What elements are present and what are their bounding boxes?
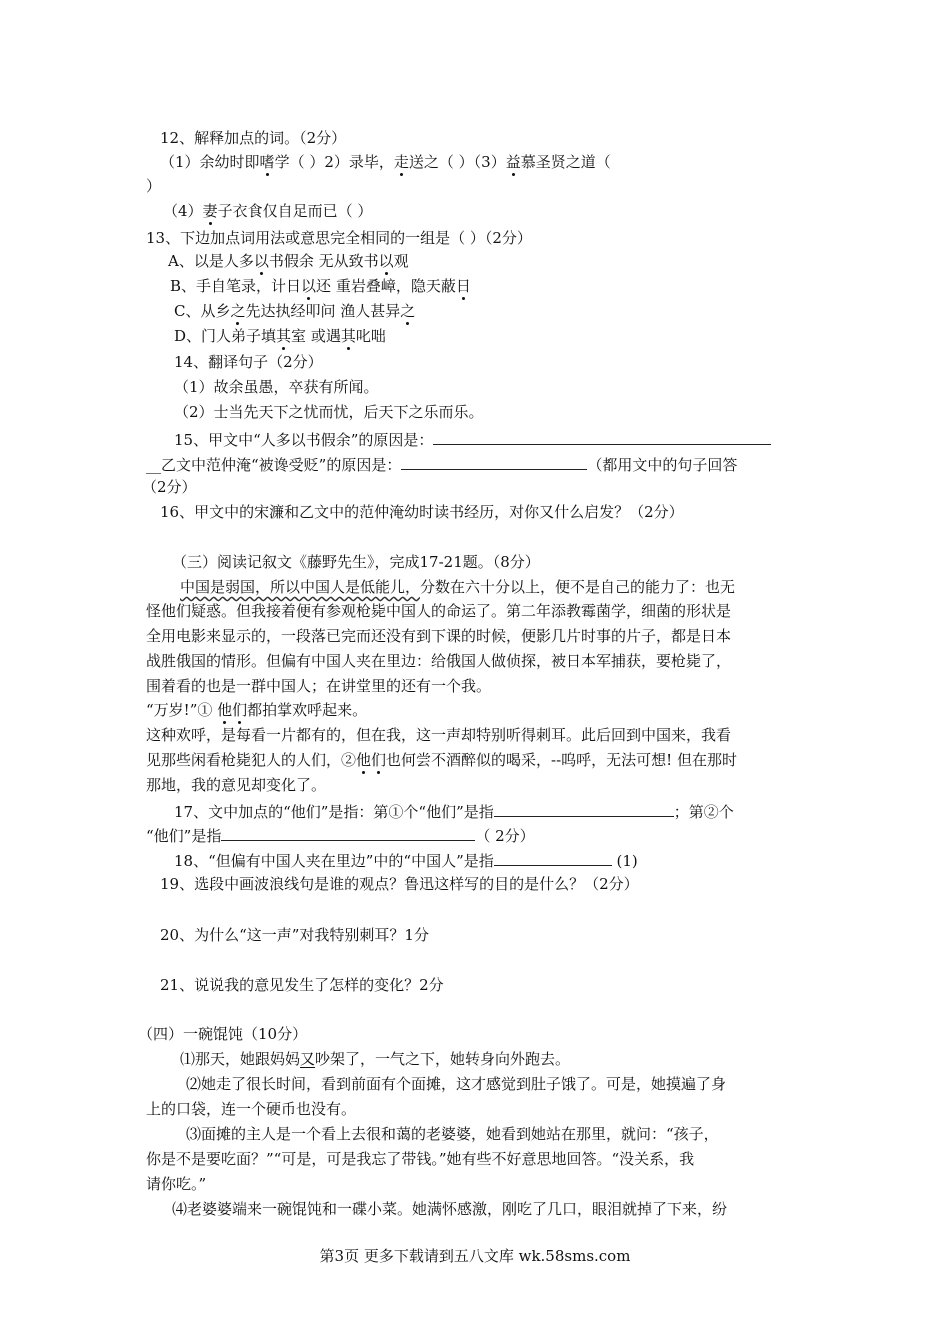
q20-text: 20、为什么“这一声”对我特别刺耳？1分 (160, 926, 429, 944)
passage-line: ⑶面摊的主人是一个看上去很和蔼的老婆婆，她看到她站在那里，就问：“孩子， (186, 1125, 719, 1143)
q13-option-d (174, 326, 386, 346)
answer-blank[interactable] (401, 453, 587, 470)
passage-line: 那地，我的意见却变化了。 (146, 776, 327, 794)
q17-text: 17、文中加点的“他们”是指：第①个“他们”是指 (174, 803, 494, 821)
page-footer: 第3页 更多下载请到五八文库 wk.58sms.com (319, 1247, 631, 1265)
q17-text: “他们”是指 (146, 827, 222, 845)
passage-line: 全用电影来显示的，一段落已完而还没有到下课的时候，便影几片时事的片子，都是日本 (146, 627, 732, 645)
dotted-word: 其 (276, 327, 292, 345)
q16-text: 16、甲文中的宋濂和乙文中的范仲淹幼时读书经历，对你又什么启发？（2分） (160, 503, 684, 521)
answer-blank[interactable] (221, 824, 475, 841)
q17-text: （ 2分） (475, 827, 535, 845)
q19-text: 19、选段中画波浪线句是谁的观点？鲁迅这样写的目的是什么？（2分） (160, 875, 639, 893)
q18-text: 18、“但偏有中国人夹在里边”中的“中国人”是指 (174, 852, 494, 870)
passage-text: 见那些闲看枪毙犯人的人们，② (146, 751, 357, 769)
dotted-word: 他 (356, 751, 372, 769)
dotted-word: 他 (217, 701, 233, 719)
dotted-word: 之 (230, 302, 246, 320)
option-text: B、手自笔录，计日 (170, 277, 302, 295)
q12-title: 12、解释加点的词。（2分） (160, 129, 347, 147)
dotted-word: 以 (253, 252, 269, 270)
q15-text: 15、甲文中“人多以书假余”的原因是： (174, 431, 434, 449)
q12-text: （4） (163, 202, 203, 220)
q15-line3: （2分） (142, 478, 197, 496)
passage-line: 怪他们疑惑。但我接着便有参观枪毙中国人的命运了。第二年添教霉菌学，细菌的形状是 (146, 602, 732, 620)
passage-line (180, 1049, 570, 1069)
option-text: 先达执经叩问 渔人甚异 (245, 302, 401, 320)
dotted-word: 妻 (202, 202, 218, 220)
section3-title: （三）阅读记叙文《藤野先生》，完成17-21题。（8分） (172, 553, 540, 571)
passage-line (146, 700, 367, 720)
passage-text: 也何尝不酒醉似的喝采，--呜呼，无法可想! 但在那时 (386, 751, 737, 769)
q12-text: （1）余幼时即 (160, 153, 260, 171)
passage-line: 战胜俄国的情形。但偏有中国人夹在里边：给俄国人做侦探，被日本军捕获，要枪毙了， (146, 652, 732, 670)
q12-text: 送之（ ）（3） (408, 153, 506, 171)
dotted-word: 益 (505, 153, 521, 171)
q21-text: 21、说说我的意见发生了怎样的变化？2分 (160, 976, 444, 994)
passage-text: 吵架了，一气之下，她转身向外跑去。 (315, 1050, 571, 1068)
passage-line: ⑷老婆婆端来一碗馄饨和一碟小菜。她满怀感激，刚吃了几口，眼泪就掉了下来，纷 (172, 1200, 728, 1218)
passage-line: 你是不是要吃面？”“可是，可是我忘了带钱。”她有些不好意思地回答。“没关系，我 (146, 1150, 695, 1168)
dotted-word: 嗜 (259, 153, 275, 171)
dotted-word: 走 (393, 153, 409, 171)
passage-line (146, 750, 737, 770)
passage-text: ⑴那天，她跟妈妈 (180, 1050, 301, 1068)
option-text: 观 (393, 252, 409, 270)
passage-line: 请你吃。” (146, 1175, 207, 1193)
q13-option-a (168, 251, 409, 271)
passage-line: 这种欢呼，是每看一片都有的，但在我，这一声却特别听得刺耳。此后回到中国来，我看 (146, 726, 732, 744)
option-text: 还 重岩叠嶂，隐天蔽 (316, 277, 456, 295)
q17-line2 (146, 824, 535, 846)
q12-line1 (160, 152, 611, 172)
q12-text: 学（ ）2）录毕， (274, 153, 394, 171)
q15-line1 (174, 428, 771, 450)
underlined-word: 又 (300, 1050, 316, 1068)
passage-line: 围着看的也是一群中国人；在讲堂里的还有一个我。 (146, 677, 492, 695)
option-text: 叱咄 (355, 327, 386, 345)
passage-line: 上的口袋，连一个硬币也没有。 (146, 1100, 357, 1118)
q18-line (174, 849, 638, 871)
q15-text: __乙文中范仲淹“被谗受贬”的原因是： (146, 456, 402, 474)
section4-title: （四）一碗馄饨（10分） (138, 1025, 308, 1043)
option-text: 书假余 无从致书 (268, 252, 379, 270)
passage-text: “万岁!”① (146, 701, 218, 719)
passage-text: 都拍掌欢呼起来。 (247, 701, 368, 719)
dotted-word: 以 (378, 252, 394, 270)
q17-text: ；第②个 (673, 803, 734, 821)
option-text: C、从乡 (174, 302, 231, 320)
passage-line (180, 577, 735, 597)
option-text: 室 或遇 (291, 327, 341, 345)
q15-line2 (146, 453, 737, 475)
q14-title: 14、翻译句子（2分） (174, 353, 323, 371)
option-text: A、以是人多 (168, 252, 254, 270)
q18-text: (1) (611, 852, 638, 870)
q14-sentence-2: （2）士当先天下之忧而忧，后天下之乐而乐。 (174, 403, 484, 421)
q14-sentence-1: （1）故余虽愚，卒获有所闻。 (174, 378, 379, 396)
passage-text: 分数在六十分以上，便不是自己的能力了：也无 (420, 578, 736, 596)
dotted-word: 们 (371, 751, 387, 769)
dotted-word: 其 (340, 327, 356, 345)
q13-option-b (170, 276, 471, 296)
dotted-word: 们 (232, 701, 248, 719)
dotted-word: 日 (455, 277, 471, 295)
q13-option-c (174, 301, 415, 321)
answer-blank[interactable] (433, 428, 771, 445)
answer-blank[interactable] (494, 800, 674, 817)
q12-text: 子衣食仅自足而已（ ） (217, 202, 373, 220)
answer-blank[interactable] (494, 849, 612, 866)
q12-line2: ） (146, 177, 162, 195)
option-text: D、门人弟子填 (174, 327, 277, 345)
wavy-sentence: 中国是弱国，所以中国人是低能儿， (180, 578, 421, 596)
q12-text: 慕圣贤之道（ (520, 153, 611, 171)
passage-line: ⑵她走了很长时间，看到前面有个面摊，这才感觉到肚子饿了。可是，她摸遍了身 (186, 1075, 727, 1093)
dotted-word: 之 (400, 302, 416, 320)
dotted-word: 以 (301, 277, 317, 295)
q13-title: 13、下边加点词用法或意思完全相同的一组是（ ）（2分） (146, 229, 532, 247)
q12-line3 (163, 201, 372, 221)
q17-line1 (174, 800, 734, 822)
q15-text: （都用文中的句子回答 (587, 456, 738, 474)
